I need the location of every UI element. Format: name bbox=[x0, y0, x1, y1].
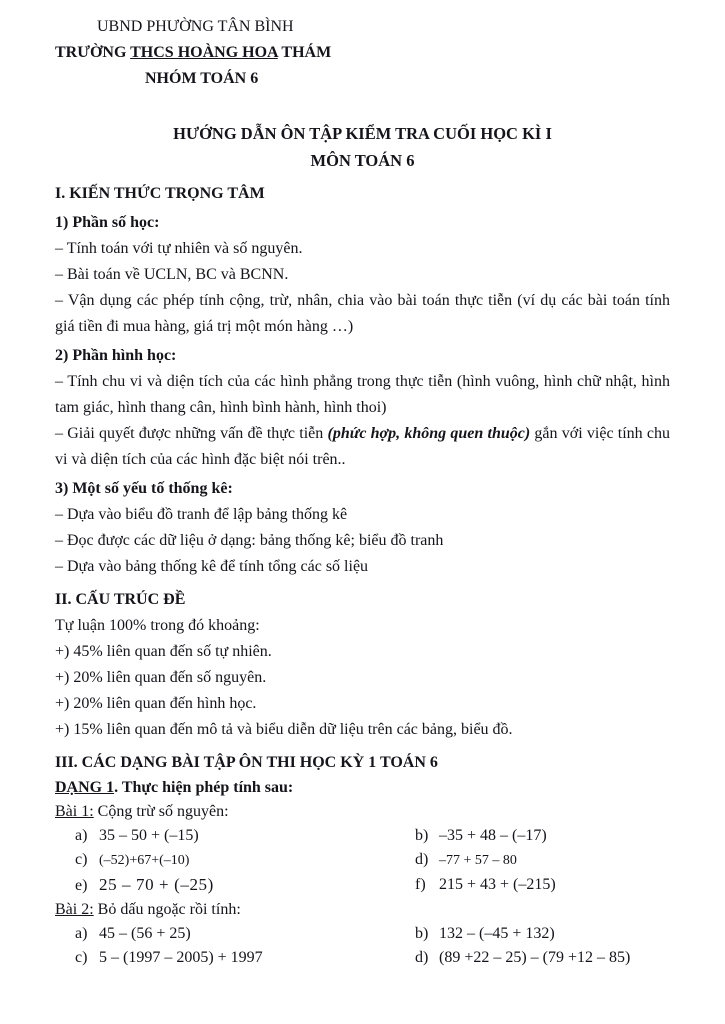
section-2-heading: II. CẤU TRÚC ĐỀ bbox=[55, 591, 186, 608]
exercise-label: c) bbox=[75, 949, 88, 966]
exercise-expression: (–52)+67+(–10) bbox=[99, 853, 190, 868]
bai-1-heading bbox=[55, 800, 670, 824]
subsection-geometry-heading: 2) Phần hình học: bbox=[55, 347, 177, 364]
exercise-item bbox=[55, 824, 415, 848]
exercise-item bbox=[55, 922, 415, 946]
bullet-text-emphasis: (phức hợp, không quen thuộc) bbox=[327, 425, 531, 442]
bai-2-rest: Bỏ dấu ngoặc rồi tính: bbox=[93, 901, 241, 918]
exercise-item bbox=[415, 946, 630, 970]
exercise-item bbox=[415, 873, 556, 898]
bullet-item: – Bài toán về UCLN, BC và BCNN. bbox=[55, 266, 289, 283]
bai-2-label: Bài 2: bbox=[55, 901, 94, 918]
document-header bbox=[55, 14, 670, 92]
subsection-statistics-heading: 3) Một số yếu tố thống kê: bbox=[55, 480, 233, 497]
structure-item: +) 15% liên quan đến mô tả và biểu diễn dữ liệu trên các bảng, biểu đồ. bbox=[55, 721, 513, 738]
exercise-label: d) bbox=[415, 949, 429, 966]
dang-1-heading bbox=[55, 776, 670, 800]
exercise-expression: 25 – 70 + (–25) bbox=[99, 875, 214, 894]
dang-1-rest: . Thực hiện phép tính sau: bbox=[114, 779, 294, 796]
title-line-2: MÔN TOÁN 6 bbox=[310, 151, 415, 170]
bai-1-label: Bài 1: bbox=[55, 803, 94, 820]
exercise-row bbox=[55, 946, 670, 970]
exercise-row bbox=[55, 922, 670, 946]
exercise-item bbox=[415, 824, 547, 848]
exercise-row bbox=[55, 848, 670, 873]
exercise-expression: 5 – (1997 – 2005) + 1997 bbox=[99, 949, 263, 966]
exercise-item bbox=[415, 922, 555, 946]
bullet-item: – Tính chu vi và diện tích của các hình phẳng trong thực tiễn (hình vuông, hình chữ nhật, hình tam giác, hình thang cân, hình bình hành, hình thoi) bbox=[55, 373, 670, 416]
exercise-expression: (89 +22 – 25) – (79 +12 – 85) bbox=[439, 949, 631, 966]
exercise-label: a) bbox=[75, 827, 88, 844]
bai-2-heading bbox=[55, 898, 670, 922]
structure-item: +) 20% liên quan đến số nguyên. bbox=[55, 669, 267, 686]
structure-item: +) 20% liên quan đến hình học. bbox=[55, 695, 257, 712]
title-line-1: HƯỚNG DẪN ÔN TẬP KIỂM TRA CUỐI HỌC KÌ I bbox=[173, 124, 552, 143]
exercise-expression: 35 – 50 + (–15) bbox=[99, 827, 199, 844]
structure-item: +) 45% liên quan đến số tự nhiên. bbox=[55, 643, 272, 660]
exercise-expression: 45 – (56 + 25) bbox=[99, 925, 191, 942]
bullet-text-suffix: gắn với việc tính chu vi và diện tích của các hình đặc biệt nói trên.. bbox=[55, 425, 671, 468]
exercise-label: b) bbox=[415, 827, 429, 844]
exercise-expression: 132 – (–45 + 132) bbox=[439, 925, 555, 942]
exercise-row bbox=[55, 873, 670, 898]
exercise-label: e) bbox=[75, 877, 88, 894]
exercise-item bbox=[415, 848, 517, 873]
bullet-item: – Dựa vào bảng thống kê để tính tổng các số liệu bbox=[55, 558, 369, 575]
school-name-underlined: THCS HOÀNG HOA bbox=[130, 44, 278, 61]
bai-1-rest: Cộng trừ số nguyên: bbox=[93, 803, 229, 820]
school-name-suffix: THÁM bbox=[277, 44, 332, 61]
bullet-text-prefix: – Giải quyết được những vấn đề thực tiễn bbox=[55, 425, 328, 442]
org-name: UBND PHƯỜNG TÂN BÌNH bbox=[97, 18, 294, 35]
section-1-heading: I. KIẾN THỨC TRỌNG TÂM bbox=[55, 185, 265, 202]
bullet-item: – Vận dụng các phép tính cộng, trừ, nhân, chia vào bài toán thực tiễn (ví dụ các bài toán tính giá tiền đi mua hàng, giá trị một món hàng …) bbox=[55, 292, 670, 335]
school-name-prefix: TRƯỜNG bbox=[55, 44, 131, 61]
exercise-expression: 215 + 43 + (–215) bbox=[439, 876, 556, 893]
exercise-label: a) bbox=[75, 925, 88, 942]
exercise-row bbox=[55, 824, 670, 848]
exercise-expression: –77 + 57 – 80 bbox=[439, 853, 517, 868]
exercise-label: b) bbox=[415, 925, 429, 942]
exercise-item bbox=[55, 946, 415, 970]
exercise-label: c) bbox=[75, 851, 88, 868]
bullet-item: – Dựa vào biểu đồ tranh để lập bảng thống kê bbox=[55, 506, 348, 523]
structure-intro: Tự luận 100% trong đó khoảng: bbox=[55, 617, 260, 634]
exercise-expression: –35 + 48 – (–17) bbox=[439, 827, 547, 844]
bullet-item: – Tính toán với tự nhiên và số nguyên. bbox=[55, 240, 303, 257]
document-title bbox=[55, 120, 670, 174]
bullet-item: – Đọc được các dữ liệu ở dạng: bảng thống kê; biểu đồ tranh bbox=[55, 532, 444, 549]
dang-1-label: DẠNG 1 bbox=[55, 779, 115, 796]
bullet-item bbox=[55, 421, 670, 473]
exercise-item bbox=[55, 848, 415, 873]
exercise-item bbox=[55, 873, 415, 898]
school-name bbox=[55, 40, 670, 66]
subsection-arithmetic-heading: 1) Phần số học: bbox=[55, 214, 160, 231]
exercise-label: f) bbox=[415, 876, 426, 893]
team-name: NHÓM TOÁN 6 bbox=[145, 70, 259, 87]
section-3-heading: III. CÁC DẠNG BÀI TẬP ÔN THI HỌC KỲ 1 TOÁN 6 bbox=[55, 754, 438, 771]
exercise-label: d) bbox=[415, 851, 429, 868]
